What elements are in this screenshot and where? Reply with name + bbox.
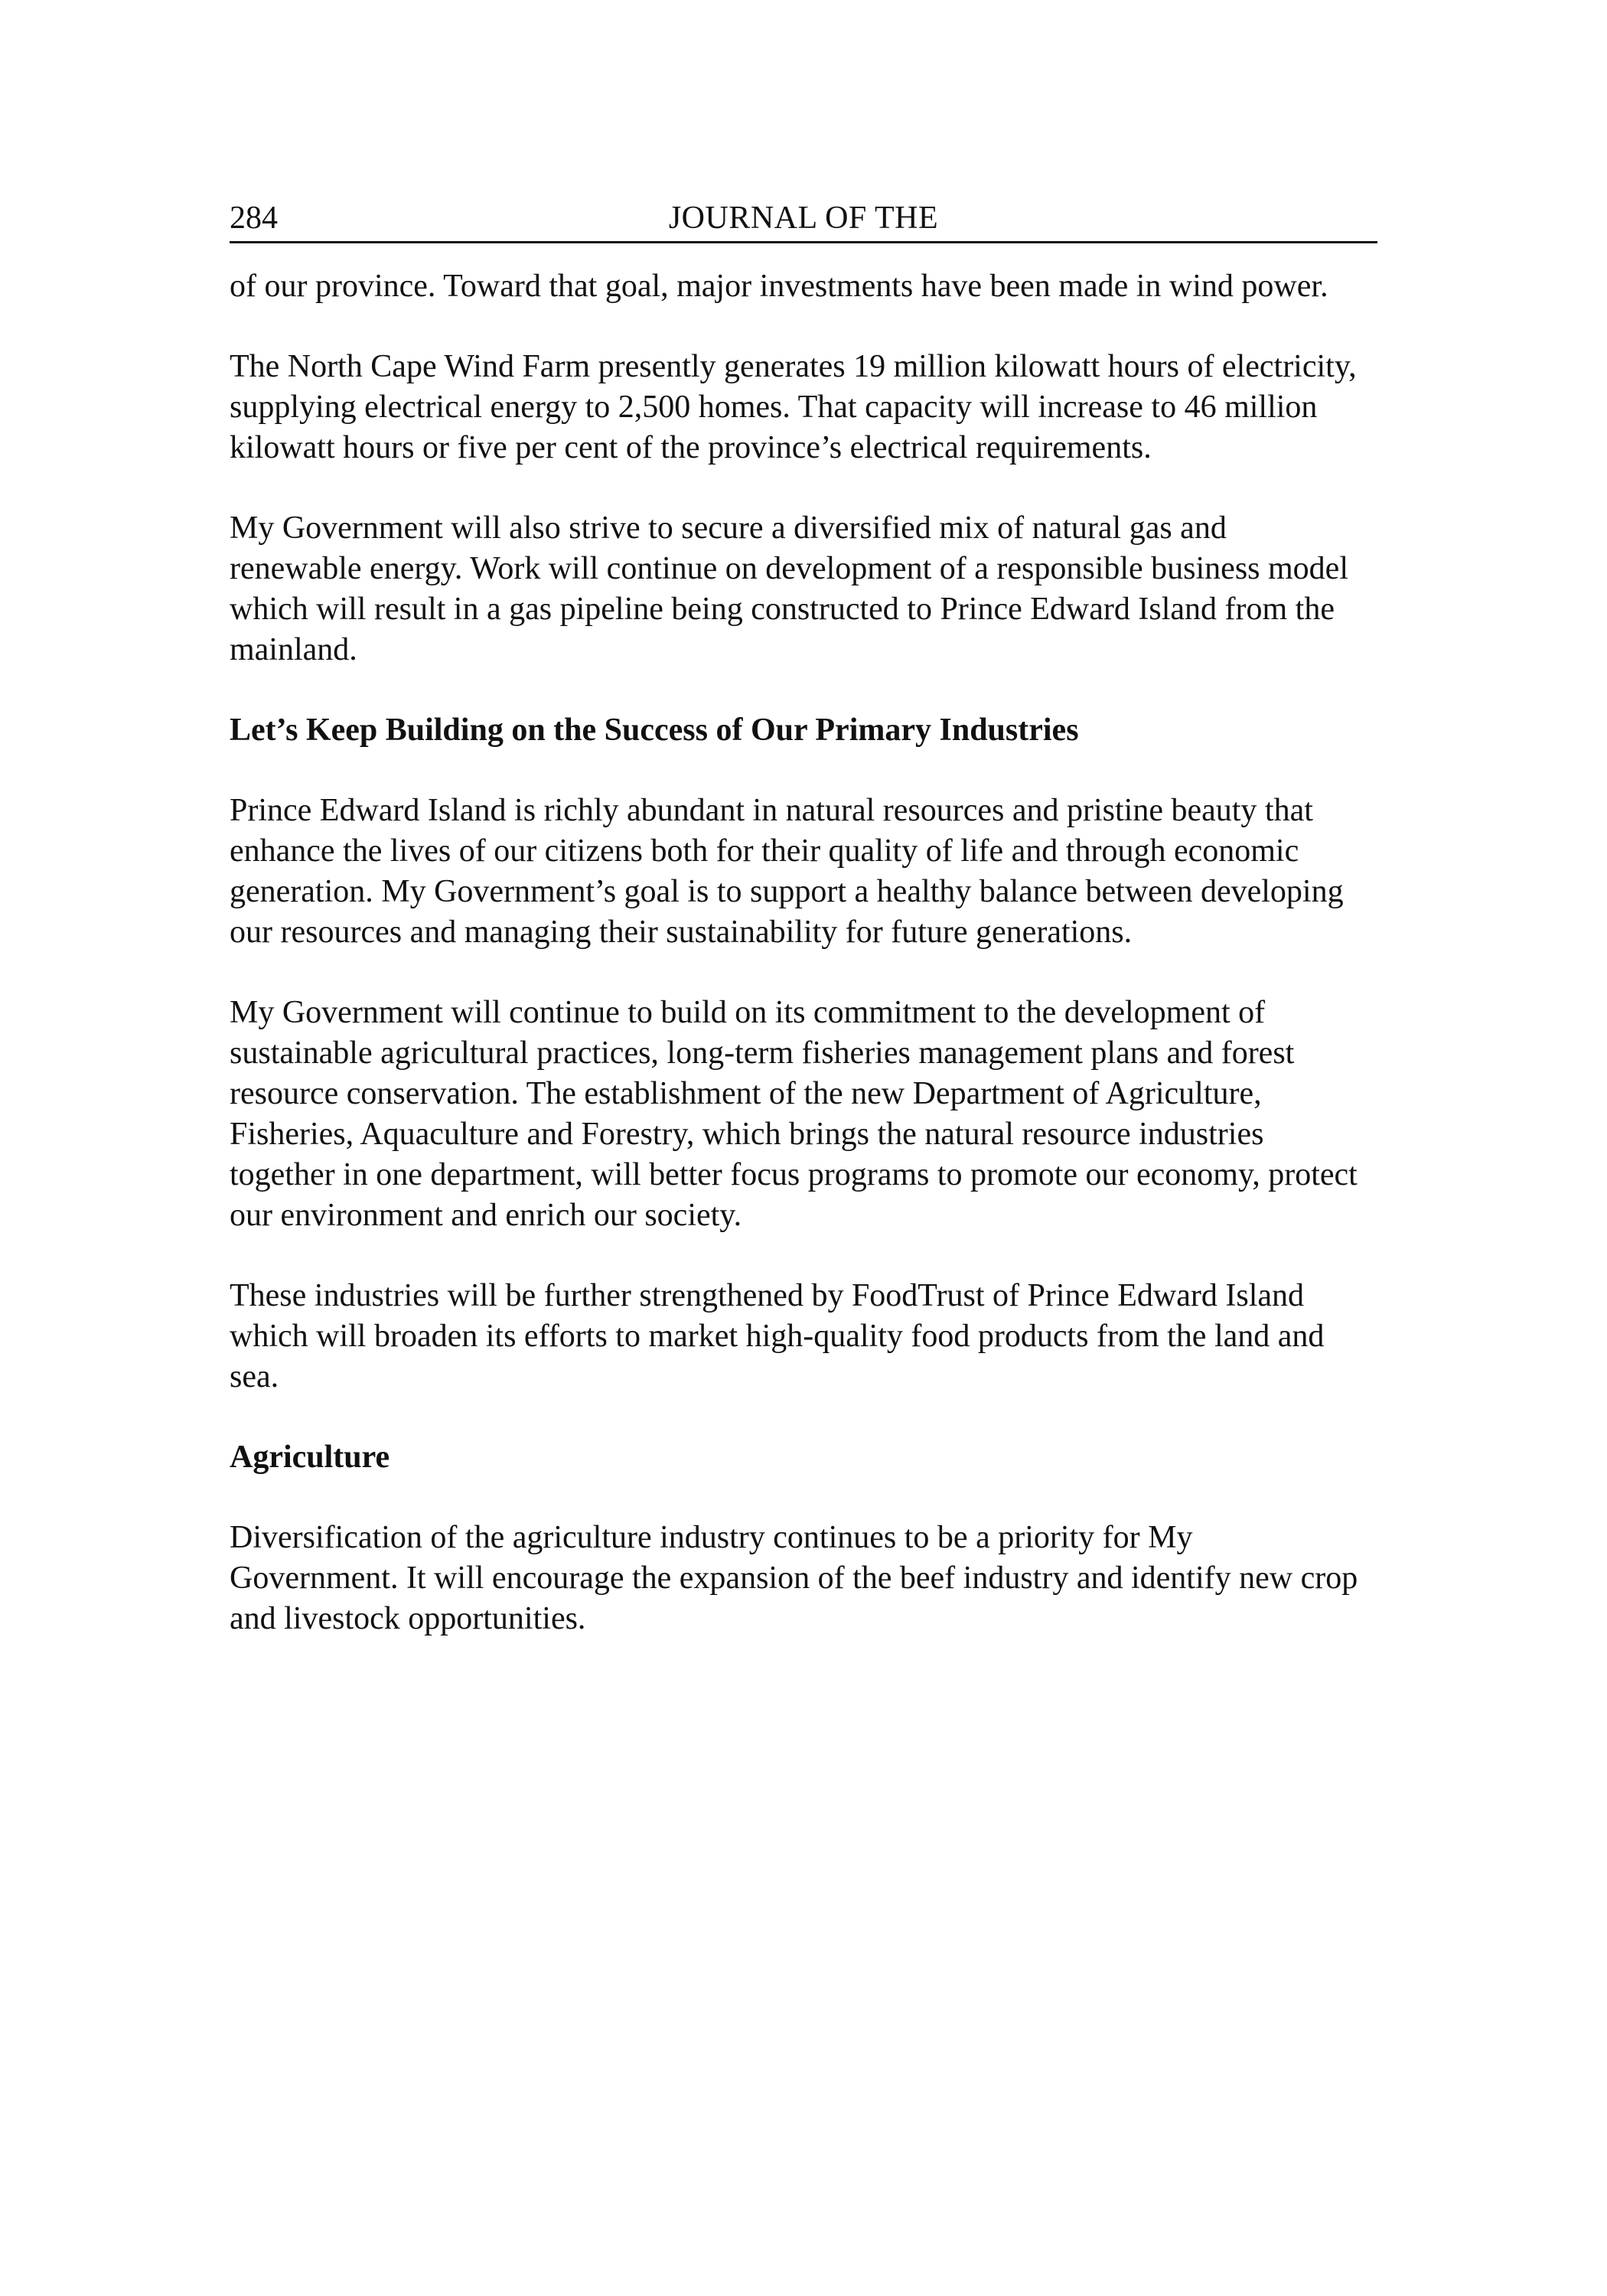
paragraph-agriculture-diversification: Diversification of the agriculture industry continues to be a priority for My Government. It will encourage the expansion of the beef industry and identify new crop and livestock opportunities. [230,1520,1358,1636]
paragraph-natural-gas: My Government will also strive to secure a diversified mix of natural gas and renewable energy. Work will continue on development of a responsible business model which will result in a gas pipeline being constructed to Prince Edward Island from the mainland. [230,510,1348,667]
paragraph-natural-resources: Prince Edward Island is richly abundant in natural resources and pristine beauty that enhance the lives of our citizens both for their quality of life and through economic generation. My Government’s goal is to support a healthy balance between developing our resources and managing their sustainability for future generations. [230,793,1344,950]
section-heading-agriculture: Agriculture [230,1440,390,1475]
section-heading-primary-industries: Let’s Keep Building on the Success of Our Primary Industries [230,713,1079,748]
journal-page [230,195,1377,1679]
page-header [230,195,1377,243]
paragraph-sustainable-practices: My Government will continue to build on its commitment to the development of sustainable agricultural practices, long-term fisheries management plans and forest resource conservation. The establishment of the new Department of Agriculture, Fisheries, Aquaculture and Forestry, which brings the natural resource industries together in one department, will better focus programs to promote our economy, protect our environment and enrich our society. [230,995,1358,1233]
paragraph-wind-power-intro: of our province. Toward that goal, major investments have been made in wind power. [230,269,1328,304]
paragraph-north-cape-wind-farm: The North Cape Wind Farm presently generates 19 million kilowatt hours of electricity, supplying electrical energy to 2,500 homes. That capacity will increase to 46 million kilowatt hours or five per cent of the province’s electrical requirements. [230,349,1357,465]
paragraph-foodtrust: These industries will be further strengthened by FoodTrust of Prince Edward Island which will broaden its efforts to market high-quality food products from the land and sea. [230,1278,1325,1394]
page-content [230,243,1362,1639]
page-number: 284 [230,201,278,236]
running-head: JOURNAL OF THE [668,201,939,236]
